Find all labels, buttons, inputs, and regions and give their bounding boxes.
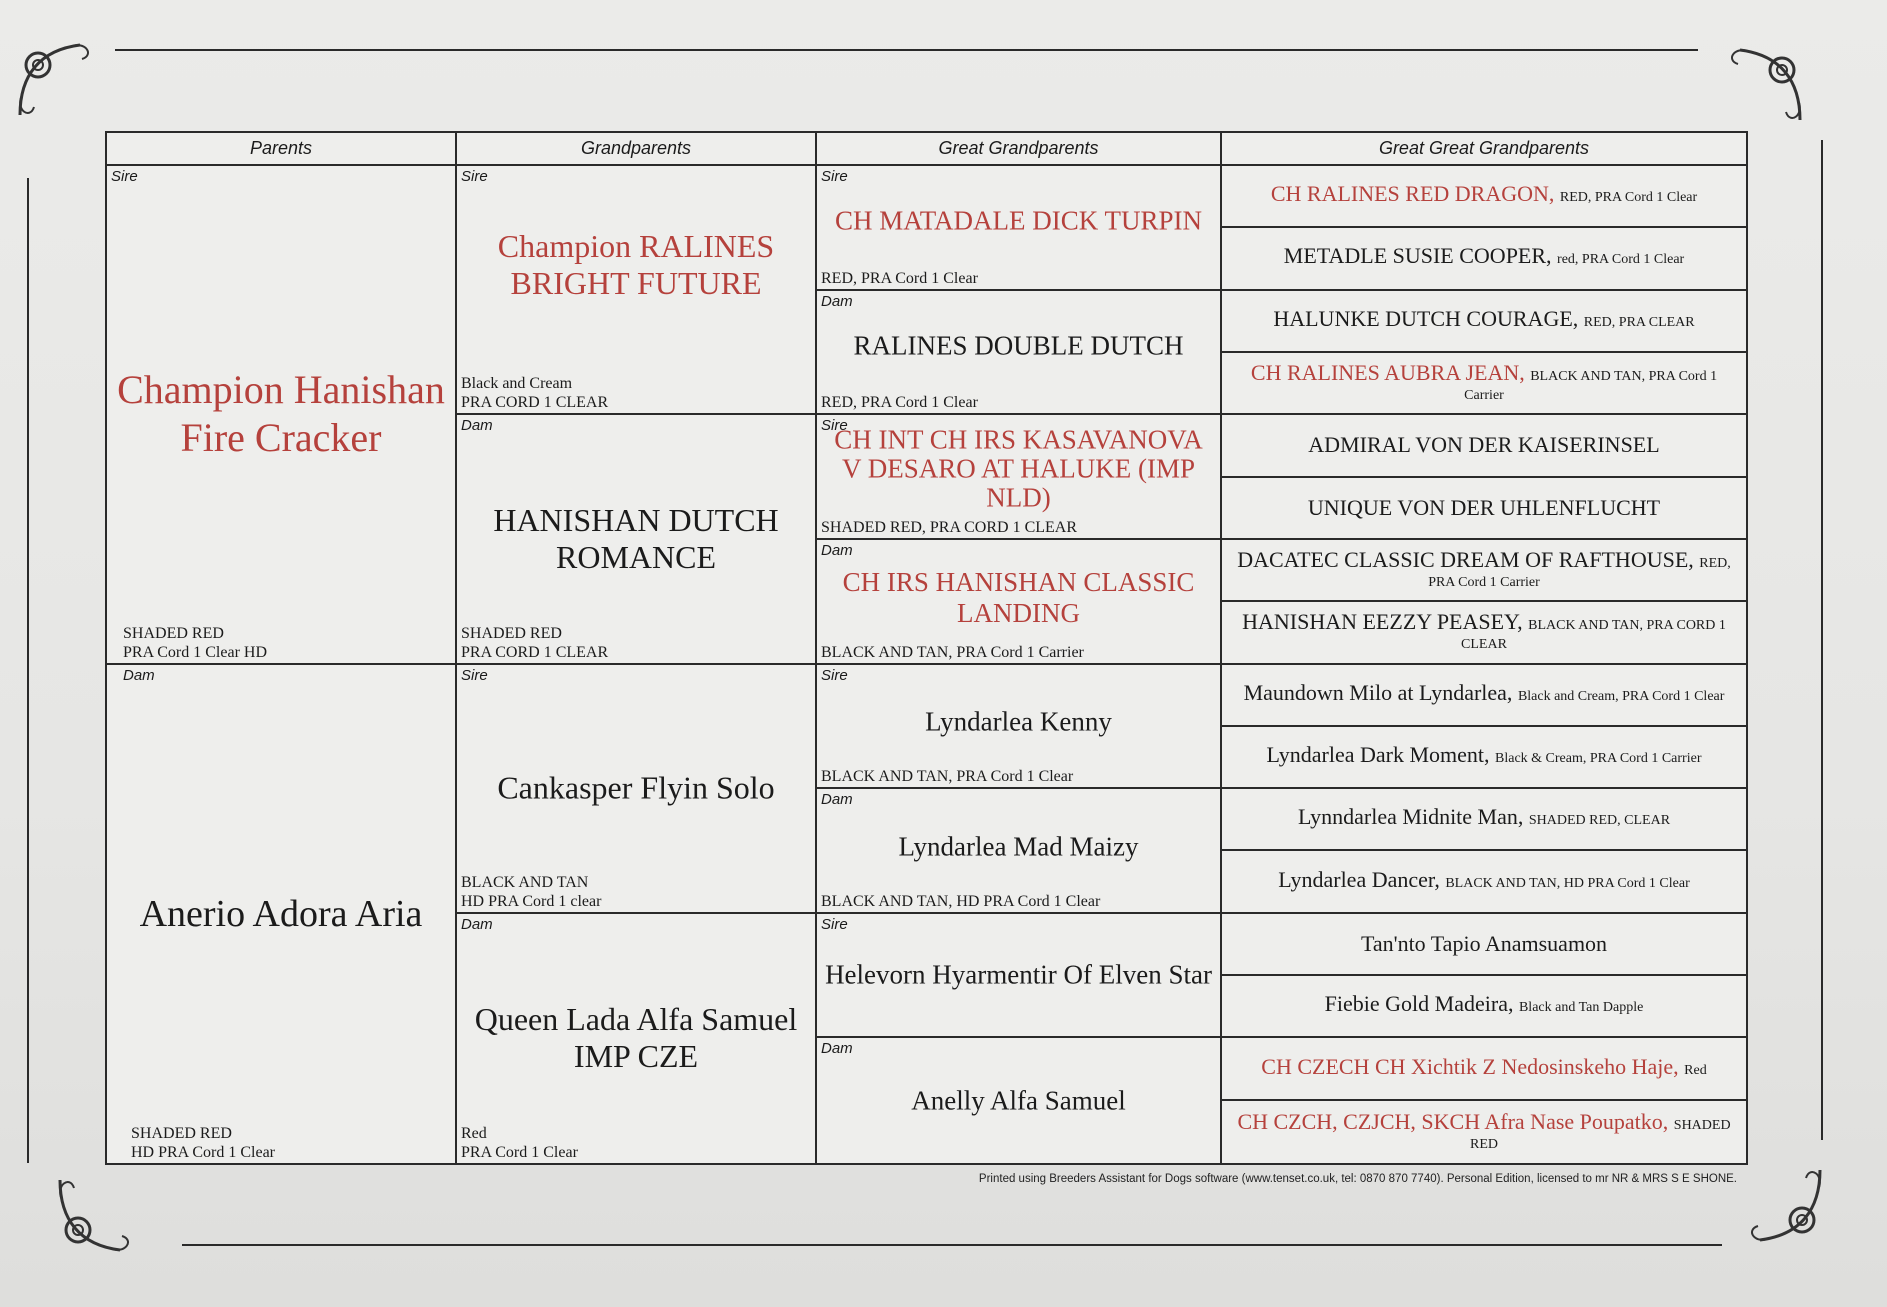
parent-dam-name: Anerio Adora Aria <box>139 892 423 935</box>
role-label: Dam <box>821 292 853 310</box>
ggp-detail-line2: Carrier <box>1464 388 1504 404</box>
corner-flourish-icon <box>10 35 100 125</box>
ggp-name: Fiebie Gold Madeira, <box>1324 991 1514 1017</box>
left-border-line <box>27 178 29 1163</box>
great-grandparent-info: RED, PRA Cord 1 Clear <box>821 394 978 412</box>
health-text: PRA CORD 1 CLEAR <box>461 394 609 412</box>
great-grandparent-info: SHADED RED, PRA CORD 1 CLEAR <box>821 518 1078 536</box>
ggp-name: CH CZCH, CZJCH, SKCH Afra Nase Poupatko, <box>1237 1108 1669 1134</box>
ggp-detail: SHADED RED, CLEAR <box>1528 813 1671 829</box>
header-parents: Parents <box>107 133 457 166</box>
ggp-name: Lyndarlea Dancer, <box>1278 866 1440 892</box>
ggp-name: CH CZECH CH Xichtik Z Nedosinskeho Haje, <box>1261 1053 1679 1079</box>
great-grandparent-name: CH INT CH IRS KASAVANOVA V DESARO AT HALUKE (IMP NLD) <box>834 424 1203 513</box>
great-grandparent-name: CH MATADALE DICK TURPIN <box>834 205 1203 236</box>
great-grandparent-info: BLACK AND TAN, PRA Cord 1 Clear <box>821 768 1074 786</box>
great-grandparent-cell <box>817 540 1222 665</box>
role-label: Sire <box>821 417 848 435</box>
corner-flourish-icon <box>1740 1160 1830 1250</box>
ggp-name: ADMIRAL VON DER KAISERINSEL <box>1308 432 1660 458</box>
grandparent-name: Champion RALINES BRIGHT FUTURE <box>497 227 775 301</box>
great-great-grandparent-cell <box>1222 976 1746 1038</box>
pedigree-table <box>105 131 1748 1165</box>
great-great-grandparent-cell <box>1222 789 1746 851</box>
great-great-grandparent-cell <box>1222 540 1746 602</box>
grandparent-name: HANISHAN DUTCH ROMANCE <box>493 501 779 575</box>
ggp-name: UNIQUE VON DER UHLENFLUCHT <box>1307 494 1661 520</box>
ggp-name: Tan'nto Tapio Anamsuamon <box>1360 930 1608 956</box>
great-grandparent-name: Anelly Alfa Samuel <box>911 1085 1126 1116</box>
ggp-name: CH RALINES AUBRA JEAN, <box>1250 360 1525 386</box>
great-great-grandparent-cell <box>1222 478 1746 540</box>
color-text: Black and Cream <box>461 375 573 393</box>
great-great-grandparent-cell <box>1222 415 1746 477</box>
health-text: PRA CORD 1 CLEAR <box>461 643 609 661</box>
ggp-name: DACATEC CLASSIC DREAM OF RAFTHOUSE, <box>1237 547 1694 573</box>
ggp-name: Lyndarlea Dark Moment, <box>1266 741 1490 767</box>
grandparent-cell <box>457 665 817 914</box>
great-great-grandparent-cell <box>1222 727 1746 789</box>
ggp-name: CH RALINES RED DRAGON, <box>1270 181 1555 207</box>
great-grandparent-name: Lyndarlea Kenny <box>925 706 1112 737</box>
parent-sire-info <box>123 624 267 662</box>
great-great-grandparent-cell <box>1222 851 1746 913</box>
great-grandparent-cell <box>817 789 1222 914</box>
great-great-grandparent-cell <box>1222 602 1746 664</box>
great-great-grandparent-cell <box>1222 228 1746 290</box>
ggp-detail: BLACK AND TAN, PRA CORD 1 <box>1528 618 1726 634</box>
color-text: BLACK AND TAN <box>461 873 589 891</box>
color-text: Red <box>461 1125 487 1142</box>
great-grandparent-cell <box>817 914 1222 1039</box>
great-grandparent-cell <box>817 291 1222 416</box>
ggp-detail: SHADED <box>1673 1117 1731 1133</box>
grandparent-cell <box>457 415 817 664</box>
grandparent-cell <box>457 166 817 415</box>
ggp-detail: BLACK AND TAN, HD PRA Cord 1 Clear <box>1445 875 1690 891</box>
corner-flourish-icon <box>1720 40 1810 130</box>
ggp-name: HANISHAN EEZZY PEASEY, <box>1242 609 1523 635</box>
role-label: Sire <box>111 168 138 185</box>
great-grandparent-cell <box>817 1038 1222 1163</box>
color-text: SHADED RED <box>123 624 224 642</box>
role-label: Sire <box>461 666 488 684</box>
role-label: Dam <box>461 915 493 933</box>
great-grandparent-name: CH IRS HANISHAN CLASSIC LANDING <box>842 566 1195 628</box>
ggp-detail: Red <box>1684 1062 1707 1078</box>
printed-by-footer: Printed using Breeders Assistant for Dogs software (www.tenset.co.uk, tel: 0870 870 7740). Personal Edition, licensed to mr NR & MRS S E SHONE. <box>978 1173 1737 1185</box>
health-text: HD PRA Cord 1 clear <box>461 892 602 910</box>
great-grandparent-cell <box>817 665 1222 790</box>
great-grandparent-name: RALINES DOUBLE DUTCH <box>853 330 1184 361</box>
health-text: PRA Cord 1 Clear <box>461 1144 578 1161</box>
bottom-border-line <box>182 1244 1722 1246</box>
great-great-grandparent-cell <box>1222 1038 1746 1100</box>
parent-dam-info <box>131 1124 275 1162</box>
grandparent-info <box>461 624 608 662</box>
role-label: Sire <box>821 168 848 185</box>
great-great-grandparent-cell <box>1222 353 1746 415</box>
role-label: Dam <box>821 1040 853 1058</box>
ggp-detail: Black and Tan Dapple <box>1518 1000 1644 1016</box>
health-text: PRA Cord 1 Clear HD <box>123 643 267 661</box>
ggp-detail-line2: PRA Cord 1 Carrier <box>1428 575 1540 591</box>
great-grandparent-cell <box>817 166 1222 291</box>
great-grandparent-info: BLACK AND TAN, HD PRA Cord 1 Clear <box>821 892 1101 910</box>
ggp-name: HALUNKE DUTCH COURAGE, <box>1273 305 1579 331</box>
grandparent-info <box>461 1124 578 1162</box>
health-text: HD PRA Cord 1 Clear <box>131 1144 275 1161</box>
corner-flourish-icon <box>50 1170 140 1260</box>
ggp-detail: RED, <box>1699 556 1731 572</box>
ggp-detail: RED, PRA CLEAR <box>1583 314 1695 330</box>
right-border-line <box>1821 140 1823 1140</box>
ggp-detail-line2: RED <box>1470 1136 1498 1152</box>
grandparent-cell <box>457 914 817 1163</box>
role-label: Sire <box>821 915 848 933</box>
great-grandparent-name: Helevorn Hyarmentir Of Elven Star <box>825 959 1212 990</box>
header-great-grandparents: Great Grandparents <box>817 133 1222 166</box>
parent-sire-name: Champion Hanishan Fire Cracker <box>117 367 445 461</box>
role-label: Dam <box>461 417 493 435</box>
parent-dam-cell <box>107 665 457 1164</box>
role-label: Dam <box>123 666 155 684</box>
ggp-name: METADLE SUSIE COOPER, <box>1283 243 1552 269</box>
role-label: Dam <box>821 791 853 809</box>
grandparent-name: Cankasper Flyin Solo <box>497 769 775 806</box>
great-great-grandparent-cell <box>1222 665 1746 727</box>
ggp-detail: RED, PRA Cord 1 Clear <box>1559 190 1698 206</box>
ggp-detail: Black and Cream, PRA Cord 1 Clear <box>1517 688 1725 704</box>
color-text: SHADED RED <box>131 1125 232 1142</box>
role-label: Dam <box>821 541 853 559</box>
ggp-detail: Black & Cream, PRA Cord 1 Carrier <box>1495 750 1702 766</box>
parent-sire-cell <box>107 166 457 665</box>
great-great-grandparent-cell <box>1222 1101 1746 1163</box>
header-grandparents: Grandparents <box>457 133 817 166</box>
great-great-grandparent-cell <box>1222 914 1746 976</box>
great-grandparent-cell <box>817 415 1222 540</box>
header-great-great-grandparents: Great Great Grandparents <box>1222 133 1746 166</box>
grandparent-info <box>461 873 601 911</box>
role-label: Sire <box>821 666 848 684</box>
top-border-line <box>115 49 1698 51</box>
grandparent-name: Queen Lada Alfa Samuel IMP CZE <box>474 1001 798 1075</box>
great-great-grandparent-cell <box>1222 166 1746 228</box>
great-great-grandparent-cell <box>1222 291 1746 353</box>
ggp-detail-line2: CLEAR <box>1461 637 1507 653</box>
role-label: Sire <box>461 168 488 185</box>
ggp-detail: BLACK AND TAN, PRA Cord 1 <box>1530 369 1718 385</box>
great-grandparent-info: RED, PRA Cord 1 Clear <box>821 269 978 287</box>
great-grandparent-info: BLACK AND TAN, PRA Cord 1 Carrier <box>821 643 1084 661</box>
color-text: SHADED RED <box>461 624 562 642</box>
grandparent-info <box>461 374 608 412</box>
ggp-detail: red, PRA Cord 1 Clear <box>1557 252 1685 268</box>
ggp-name: Lynndarlea Midnite Man, <box>1297 804 1524 830</box>
great-grandparent-name: Lyndarlea Mad Maizy <box>898 831 1139 862</box>
ggp-name: Maundown Milo at Lyndarlea, <box>1243 679 1513 705</box>
